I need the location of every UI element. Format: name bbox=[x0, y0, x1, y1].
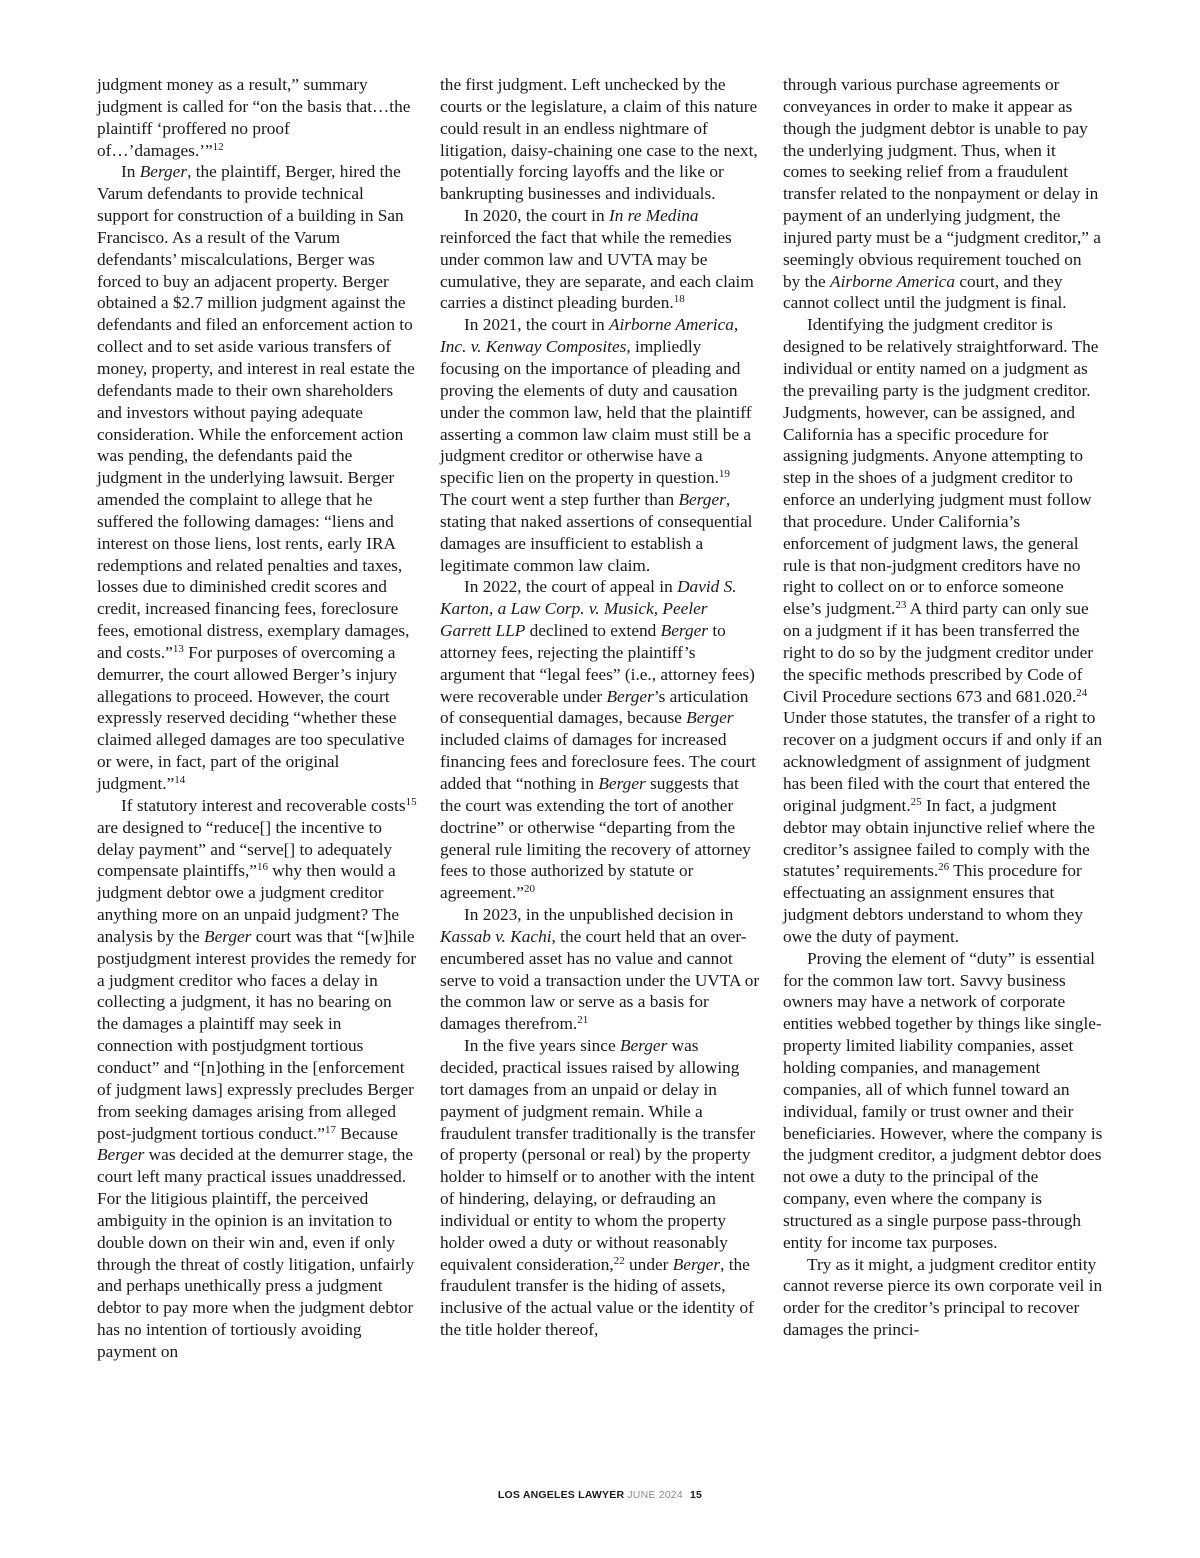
issue-date: JUNE 2024 bbox=[627, 1489, 683, 1501]
case-name: Berger bbox=[686, 708, 734, 728]
text-run: the first judgment. Left unchecked by the courts or the legislature, a claim of this nature could result in an endless nightmare of litigation, daisy-chaining one case to the next, potentially forcing layoffs and the like or bankrupting businesses and individuals. bbox=[440, 75, 758, 204]
footnote-ref: 15 bbox=[405, 795, 417, 808]
text-run: , the fraudulent transfer is the hiding of assets, inclusive of the actual value or the identity of the title holder thereof, bbox=[440, 1254, 754, 1340]
case-name: Berger bbox=[672, 1254, 721, 1274]
text-run: , impliedly focusing on the importance of pleading and proving the elements of duty and causation under the common law, held that the plaintiff asserting a common law claim must still be a judgment creditor or otherwise have a specific lien on the property in question. bbox=[440, 337, 752, 488]
text-run: In the five years since bbox=[464, 1036, 620, 1056]
case-name: Airborne America bbox=[830, 271, 955, 291]
footnote-ref: 20 bbox=[523, 883, 535, 896]
text-run: reinforced the fact that while the remedies under common law and UVTA may be cumulative, they are separate, and each claim carries a distinct pleading burden. bbox=[440, 227, 754, 313]
paragraph bbox=[440, 74, 760, 205]
text-run: In 2022, the court of appeal in bbox=[464, 577, 678, 597]
paragraph bbox=[440, 904, 760, 1035]
footnote-ref: 26 bbox=[938, 861, 950, 874]
footnote-ref: 17 bbox=[324, 1123, 336, 1136]
case-name: Berger bbox=[606, 686, 654, 706]
paragraph bbox=[783, 314, 1103, 947]
text-run: to attorney fees, rejecting the plaintiff’s argument that “legal fees” (i.e., attorney fees) were recoverable under bbox=[440, 621, 755, 706]
text-run: A third party can only sue on a judgment if it has been transferred the right to do so by the judgment creditor under the specific methods prescribed by Code of Civil Procedure sections 673 and 681.020. bbox=[783, 599, 1094, 706]
case-name: Berger bbox=[619, 1036, 668, 1056]
text-run: In bbox=[121, 162, 140, 182]
case-name: Berger bbox=[660, 621, 708, 641]
text-run: ’s articulation of consequential damages, because bbox=[440, 686, 749, 728]
paragraph bbox=[440, 1035, 760, 1341]
text-run: In 2021, the court in bbox=[464, 315, 609, 335]
text-run: judgment money as a result,” summary judgment is called for “on the basis that…the plaintiff ‘proffered no proof of…’damages.’” bbox=[97, 75, 411, 160]
footnote-ref: 22 bbox=[613, 1254, 625, 1267]
text-run: This procedure for effectuating an assignment ensures that judgment debtors understand to whom they owe the duty of payment. bbox=[783, 861, 1083, 946]
text-column-2 bbox=[440, 74, 760, 1341]
text-run: Proving the element of “duty” is essential for the common law tort. Savvy business owners may have a network of corporate entities webbed together by things like single-property limited liability companies, asset holding companies, and management companies, all of which funnel toward an individual, family or trust owner and their beneficiaries. However, where the company is the judgment creditor, a judgment debtor does not owe a duty to the principal of the company, even where the company is structured as a single purpose pass-through entity for income tax purposes. bbox=[783, 948, 1103, 1252]
footnote-ref: 24 bbox=[1076, 686, 1088, 699]
text-run: included claims of damages for increased financing fees and foreclosure fees. The court added that “nothing in bbox=[440, 730, 756, 793]
text-run: , the plaintiff, Berger, hired the Varum defendants to provide technical support for construction of a building in San Francisco. As a result of the Varum defendants’ miscalculations, Berger was forced to buy an adjacent property. Berger obtained a $2.7 million judgment against the defendants and filed an enforcement action to collect and to set aside various transfers of money, property, and interest in real estate the defendants made to their own shareholders and investors without paying adequate consideration. While the enforcement action was pending, the defendants paid the judgment in the underlying lawsuit. Berger amended the complaint to allege that he suffered the following damages: “liens and interest on those liens, lost rents, early IRA redemptions and related penalties and taxes, losses due to diminished credit scores and credit, increased financing fees, foreclosure fees, emotional distress, exemplary damages, and costs.” bbox=[97, 162, 415, 662]
paragraph bbox=[97, 795, 417, 1363]
text-run: was decided, practical issues raised by allowing tort damages from an unpaid or delay in payment of judgment remain. While a fraudulent transfer traditionally is the transfer of property (personal or real) by the property holder to himself or to another with the intent of hindering, delaying, or defrauding an individual or entity to whom the property holder owed a duty or without reasonably equivalent consideration, bbox=[440, 1036, 756, 1274]
paragraph bbox=[97, 74, 417, 161]
footnote-ref: 18 bbox=[673, 293, 685, 306]
footnote-ref: 25 bbox=[910, 795, 922, 808]
text-run: are designed to “reduce[] the incentive to delay payment” and “serve[] to adequately compensate plaintiffs,” bbox=[97, 817, 393, 881]
text-run: Under those statutes, the transfer of a right to recover on a judgment occurs if and only if an acknowledgment of assignment of judgment has been filed with the court that entered the original judgment. bbox=[783, 708, 1103, 815]
text-run: In 2020, the court in bbox=[464, 206, 609, 226]
text-run: why then would a judgment debtor owe a judgment creditor anything more on an unpaid judgment? The analysis by the bbox=[97, 861, 400, 946]
text-column-1 bbox=[97, 74, 417, 1363]
footnote-ref: 16 bbox=[256, 861, 268, 874]
text-run: court, and they cannot collect until the judgment is final. bbox=[783, 271, 1067, 313]
text-run: through various purchase agreements or conveyances in order to make it appear as though the judgment debtor is unable to pay the underlying judgment. Thus, when it comes to seeking relief from a fraudulent transfer related to the nonpayment or delay in payment of an underlying judgment, the injured party must be a “judgment creditor,” a seemingly obvious requirement touched on by the bbox=[783, 75, 1101, 291]
text-run: In fact, a judgment debtor may obtain injunctive relief where the creditor’s assignee failed to comply with the statutes’ requirements. bbox=[783, 795, 1095, 881]
text-run: suggests that the court was extending the tort of another doctrine” or otherwise “departing from the general rule limiting the recovery of attorney fees to those authorized by statute or agreement.” bbox=[440, 774, 751, 903]
text-column-3 bbox=[783, 74, 1103, 1341]
case-name: In re Medina bbox=[608, 206, 699, 226]
text-run: was decided at the demurrer stage, the court left many practical issues unaddressed. For the litigious plaintiff, the perceived ambiguity in the opinion is an invitation to double down on their win and, even if only through the threat of costly litigation, unfairly and perhaps unethically press a judgment debtor to pay more when the judgment debtor has no intention of tortiously avoiding payment on bbox=[97, 1145, 415, 1361]
text-run: For purposes of overcoming a demurrer, the court allowed Berger’s injury allegations to proceed. However, the court expressly reserved deciding “whether these claimed alleged damages are too speculative or were, in fact, part of the original judgment.” bbox=[97, 642, 405, 793]
text-run: court was that “[w]hile postjudgment interest provides the remedy for a judgment creditor who faces a delay in collecting a judgment, it has no bearing on the damages a plaintiff may seek in connection with postjudgment tortious conduct” and “[n]othing in the [enforcement of judgment laws] expressly precludes Berger from seeking damages arising from alleged post-judgment tortious conduct.” bbox=[97, 926, 417, 1143]
text-run: Because bbox=[335, 1123, 398, 1143]
page-number: 15 bbox=[689, 1489, 703, 1501]
paragraph bbox=[783, 948, 1103, 1254]
text-run: In 2023, in the unpublished decision in bbox=[464, 905, 734, 925]
footnote-ref: 12 bbox=[212, 140, 224, 153]
page-footer bbox=[0, 1489, 1200, 1501]
case-name: Berger bbox=[97, 1145, 145, 1165]
text-run: declined to extend bbox=[525, 621, 661, 641]
text-run: , stating that naked assertions of consequential damages are insufficient to establish a legitimate common law claim. bbox=[440, 490, 753, 575]
paragraph bbox=[783, 1254, 1103, 1341]
publication-name: LOS ANGELES LAWYER bbox=[497, 1489, 625, 1501]
case-name: Berger bbox=[139, 162, 188, 182]
paragraph bbox=[783, 74, 1103, 314]
footnote-ref: 19 bbox=[718, 468, 730, 481]
footnote-ref: 13 bbox=[172, 642, 184, 655]
case-name: Kassab v. Kachi, bbox=[440, 926, 556, 946]
text-run: under bbox=[624, 1254, 673, 1274]
case-name: David S. Karton, a Law Corp. v. Musick, Peeler Garrett LLP bbox=[440, 577, 737, 641]
footnote-ref: 21 bbox=[577, 1014, 589, 1027]
paragraph bbox=[440, 314, 760, 576]
text-run: The court went a step further than bbox=[440, 490, 679, 510]
footnote-ref: 14 bbox=[174, 774, 186, 786]
footnote-ref: 23 bbox=[895, 599, 907, 612]
case-name: Airborne America, Inc. v. Kenway Composites bbox=[440, 315, 739, 357]
text-run: If statutory interest and recoverable costs bbox=[121, 795, 406, 815]
paragraph bbox=[440, 576, 760, 904]
paragraph bbox=[440, 205, 760, 314]
case-name: Berger bbox=[598, 774, 646, 793]
text-run: the court held that an over-encumbered asset has no value and cannot serve to void a transaction under the UVTA or the common law or serve as a basis for damages therefrom. bbox=[440, 926, 760, 1034]
text-run: Identifying the judgment creditor is designed to be relatively straightforward. The individual or entity named on a judgment as the prevailing party is the judgment creditor. Judgments, however, can be assigned, and California has a specific procedure for assigning judgments. Anyone attempting to step in the shoes of a judgment creditor to enforce an underlying judgment must follow that procedure. Under California’s enforcement of judgment laws, the general rule is that non-judgment creditors have no right to collect on or to enforce someone else’s judgment. bbox=[783, 315, 1099, 619]
case-name: Berger bbox=[204, 926, 252, 946]
case-name: Berger bbox=[678, 490, 726, 510]
text-run: Try as it might, a judgment creditor entity cannot reverse pierce its own corporate veil in order for the creditor’s principal to recover damages the princi- bbox=[783, 1254, 1103, 1340]
paragraph bbox=[97, 161, 417, 794]
